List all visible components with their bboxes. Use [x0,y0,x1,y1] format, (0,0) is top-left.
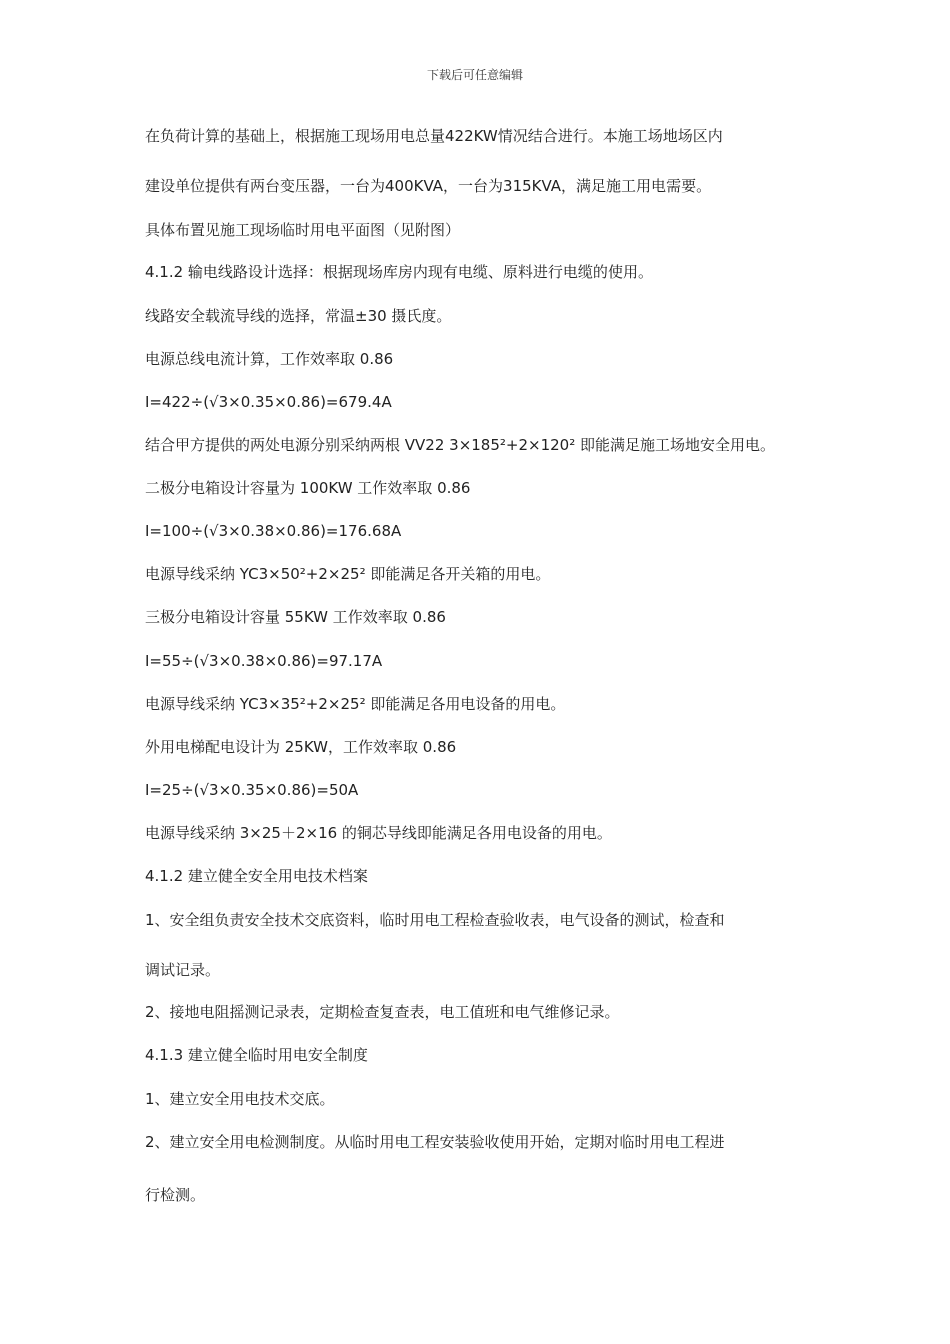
section-heading: 4.1.2 输电线路设计选择：根据现场库房内现有电缆、原料进行电缆的使用。 [145,263,653,281]
paragraph-line: 结合甲方提供的两处电源分别采纳两根 VV22 3×185²+2×120² 即能满足施工场地安全用电。 [145,436,775,454]
paragraph-line: 二极分电箱设计容量为 100KW 工作效率取 0.86 [145,479,471,497]
section-heading: 4.1.3 建立健全临时用电安全制度 [145,1046,368,1064]
formula-line: I=55÷(√3×0.38×0.86)=97.17A [145,652,383,670]
section-heading: 4.1.2 建立健全安全用电技术档案 [145,867,368,885]
paragraph-line: 在负荷计算的基础上，根据施工现场用电总量422KW情况结合进行。本施工场地场区内 [145,127,723,145]
paragraph-line: 电源导线采纳 YC3×50²+2×25² 即能满足各开关箱的用电。 [145,565,551,583]
page-header: 下载后可任意编辑 [426,68,523,82]
formula-line: I=100÷(√3×0.38×0.86)=176.68A [145,522,402,540]
paragraph-line: 电源导线采纳 3×25＋2×16 的铜芯导线即能满足各用电设备的用电。 [145,824,612,842]
paragraph-line: 行检测。 [145,1186,206,1204]
paragraph-line: 1、建立安全用电技术交底。 [145,1090,335,1108]
paragraph-line: 电源导线采纳 YC3×35²+2×25² 即能满足各用电设备的用电。 [145,695,566,713]
paragraph-line: 2、接地电阻摇测记录表，定期检查复查表，电工值班和电气维修记录。 [145,1003,620,1021]
paragraph-line: 三极分电箱设计容量 55KW 工作效率取 0.86 [145,608,446,626]
paragraph-line: 1、安全组负责安全技术交底资料，临时用电工程检查验收表，电气设备的测试，检查和 [145,911,725,929]
paragraph-line: 线路安全载流导线的选择，常温±30 摄氏度。 [145,307,452,325]
paragraph-line: 电源总线电流计算，工作效率取 0.86 [145,350,394,368]
formula-line: I=422÷(√3×0.35×0.86)=679.4A [145,393,392,411]
paragraph-line: 具体布置见施工现场临时用电平面图（见附图） [145,221,461,239]
paragraph-line: 2、建立安全用电检测制度。从临时用电工程安装验收使用开始，定期对临时用电工程进 [145,1133,725,1151]
formula-line: I=25÷(√3×0.35×0.86)=50A [145,781,359,799]
paragraph-line: 调试记录。 [145,961,221,979]
paragraph-line: 外用电梯配电设计为 25KW，工作效率取 0.86 [145,738,457,756]
paragraph-line: 建设单位提供有两台变压器，一台为400KVA，一台为315KVA，满足施工用电需要。 [145,177,712,195]
